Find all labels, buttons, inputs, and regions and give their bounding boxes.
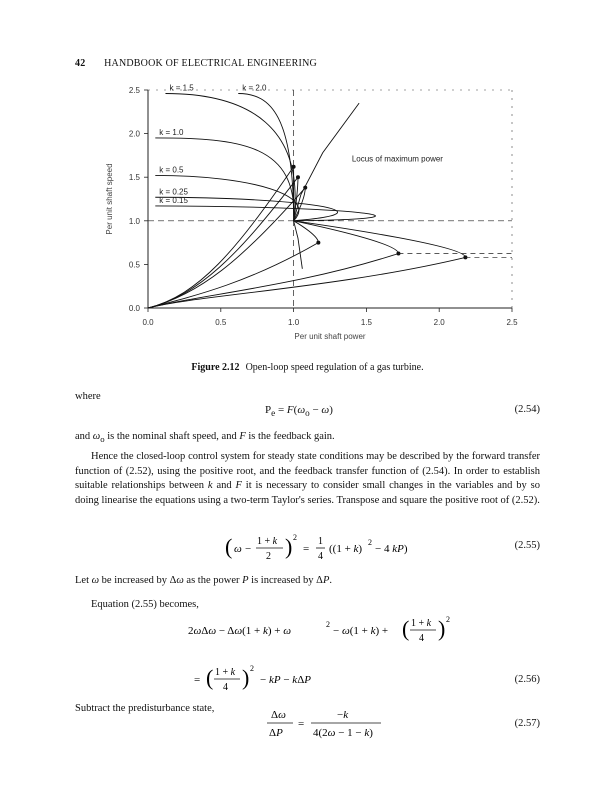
series-label: k = 1.5 [169,83,194,93]
svg-text:ΔP: ΔP [269,727,283,739]
series-label: k = 2.0 [242,83,267,93]
x-tick-label: 1.5 [360,318,372,327]
svg-text:4(2ω − 1 − k): 4(2ω − 1 − k) [313,727,373,739]
svg-text:((1 + k): ((1 + k) [329,543,363,555]
y-tick-label: 1.5 [128,173,140,183]
svg-text:): ) [438,616,446,641]
svg-text:2: 2 [368,538,372,547]
svg-text:(: ( [402,616,410,641]
series-label: k = 1.0 [159,127,184,137]
svg-text:1 + k: 1 + k [257,536,278,547]
svg-text:): ) [285,534,293,559]
equation-2-56 [188,612,458,697]
svg-text:2: 2 [326,620,330,629]
x-tick-label: 0.5 [215,318,227,327]
max-power-point [292,165,296,169]
svg-text:1 + k: 1 + k [411,618,432,629]
paragraph-5: Subtract the predisturbance state, [75,703,215,714]
svg-text:2: 2 [446,615,450,624]
paragraph-2: Hence the closed-loop control system for steady state conditions may be described by the forward transfer function of (2.52), using the positive root, and the feedback transfer function of (2.54). In order to establish suitable relationships between k and F it is necessary to consider small changes in the variables and by so doing linearise the equations using a two-term Taylor's series. Transpose and square the positive root of (2.52). [75,451,540,506]
svg-text:1 + k: 1 + k [215,667,236,678]
svg-text:(: ( [225,534,233,559]
svg-text:(: ( [206,665,214,690]
figure-caption-text: Open-loop speed regulation of a gas turbine. [245,362,424,373]
page-number: 42 [75,58,86,69]
equation-2-57 [265,704,385,746]
y-tick-label: 1.0 [128,216,140,226]
max-power-point [296,175,300,179]
x-tick-label: 2.5 [506,318,518,327]
max-power-point [316,241,320,245]
svg-text:− kP − kΔP: − kP − kΔP [260,674,311,686]
series-label: k = 0.15 [159,195,188,205]
svg-text:ω: ω [234,543,242,555]
series-label: k = 0.25 [159,187,188,197]
curve-k-0-15 [148,206,465,308]
x-axis-label: Per unit shaft power [294,332,366,341]
paragraph-3: Let ω be increased by Δω as the power P is increased by ΔP. [75,575,332,586]
curve-k-1-0 [148,138,298,308]
svg-text:−k: −k [337,709,349,721]
svg-text:4: 4 [419,633,424,644]
y-tick-label: 2.0 [128,129,140,139]
svg-text:− 4 kP): − 4 kP) [375,543,408,555]
svg-text:4: 4 [223,682,228,693]
paragraph-4: Equation (2.55) becomes, [91,599,199,610]
equation-number-2-57: (2.57) [514,718,540,729]
svg-text:4: 4 [318,551,323,562]
svg-text:=: = [194,674,201,686]
running-title: HANDBOOK OF ELECTRICAL ENGINEERING [104,58,317,69]
svg-text:=: = [298,718,305,730]
page-header [75,58,317,69]
svg-text:2: 2 [266,551,271,562]
figure-caption [0,362,615,373]
svg-text:=: = [303,543,310,555]
speed-power-chart [100,80,540,360]
x-tick-label: 2.0 [433,318,445,327]
chart-axes [144,90,512,312]
x-tick-label: 1.0 [288,318,300,327]
equation-number-2-54: (2.54) [514,404,540,415]
y-tick-label: 0.5 [128,260,140,270]
svg-text:2ωΔω − Δω(1 + k) + ω: 2ωΔω − Δω(1 + k) + ω [188,625,292,637]
y-tick-label: 0.0 [128,304,140,313]
equation-number-2-55: (2.55) [514,540,540,551]
svg-text:1: 1 [318,536,323,547]
where-text: where [75,391,101,402]
y-tick-label: 2.5 [128,86,140,95]
svg-text:): ) [242,665,250,690]
locus-annotation: Locus of maximum power [351,154,443,164]
paragraph-1: and $\omega_o$ is the nominal shaft speed, and F is the feedback gain. [75,431,335,445]
equation-2-55 [225,528,465,568]
svg-text:2: 2 [293,533,297,542]
svg-text:2: 2 [250,664,254,673]
equation-number-2-56: (2.56) [514,674,540,685]
y-axis-label: Per unit shaft speed [105,163,114,235]
max-power-locus-line [294,103,360,269]
svg-text:−: − [245,543,252,555]
chart-curves [148,90,512,308]
equation-2-54: $P_e = F(\omega_o - \omega)$ [265,404,333,419]
figure-label: Figure 2.12 [191,362,240,373]
series-label: k = 0.5 [159,165,184,175]
svg-text:Δω: Δω [271,709,286,721]
x-tick-label: 0.0 [142,318,154,327]
svg-text:− ω(1 + k) +: − ω(1 + k) + [333,625,389,637]
